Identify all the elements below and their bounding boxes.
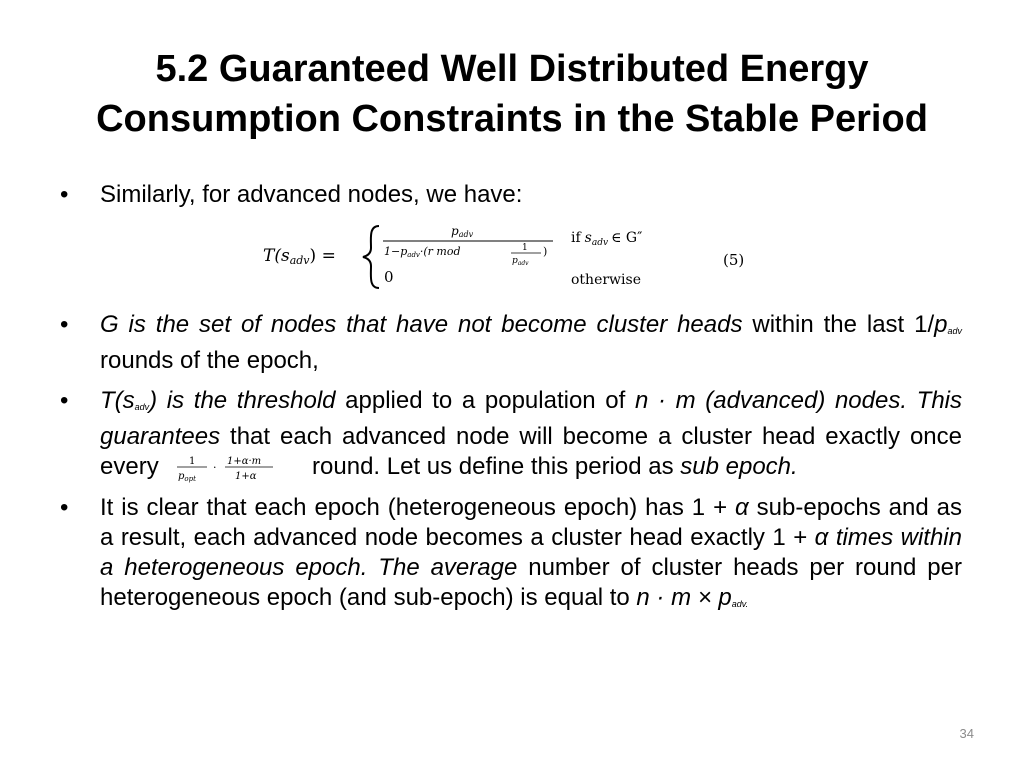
page-number: 34 (959, 726, 974, 741)
threshold-text-1: applied to a population of (335, 387, 635, 414)
set-g-text-2: rounds of the epoch, (100, 347, 319, 374)
threshold-italic-4: sub epoch. (680, 453, 798, 480)
eq-otherwise: otherwise (571, 272, 641, 288)
eq-small-denominator: $p_{adv}$ (512, 256, 529, 267)
threshold-italic-1: T(s (100, 387, 135, 414)
bullet-epoch (60, 493, 962, 619)
bullet-set-g (60, 310, 962, 376)
epoch-text-1: It is clear that each epoch (heterogeneous epoch) has 1 + (100, 493, 736, 521)
eq-condition: if $s_{adv}$ ∈ G″ (571, 230, 643, 248)
epoch-alpha: α (735, 493, 749, 521)
frac2-denominator: 1+α (235, 470, 257, 482)
epoch-sub: adv. (731, 598, 749, 609)
bullet-advanced-nodes (60, 180, 962, 210)
bullet-text: Similarly, for advanced nodes, we have: (100, 181, 523, 208)
inline-fraction-svg (165, 453, 305, 483)
eq-denominator: 1−padv·(r mod (384, 245, 461, 259)
epoch-italic-1: α times within a heterogeneous epoch. The average (100, 523, 962, 581)
title-line-1: 5.2 Guaranteed Well Distributed Energy (155, 48, 869, 90)
eq-small-numerator: 1 (522, 243, 528, 253)
frac1-denominator: $p_{opt}$ (178, 470, 197, 483)
frac2-numerator: 1+α·m (227, 455, 262, 467)
eq-numerator: padv (451, 224, 474, 239)
threshold-text-3: round. Let us define this period as (305, 453, 681, 480)
epoch-italic-2: n · m × p (636, 583, 732, 611)
equation-svg (263, 220, 803, 294)
threshold-italic-3: n · m (advanced) nodes. This guarantees (100, 387, 963, 450)
threshold-equation (100, 210, 962, 296)
curly-brace (363, 226, 379, 288)
bullet-threshold (60, 386, 962, 483)
eq-den-close: ) (543, 245, 548, 258)
threshold-italic-2: ) is the threshold (149, 387, 336, 414)
epoch-text-3: number of cluster heads per round per heterogeneous epoch (and sub-epoch) is equal to (100, 553, 962, 611)
bullet-list (60, 180, 962, 629)
eq-lhs: T(sadv) = (263, 246, 336, 267)
threshold-text-2: that each advanced node will become a cluster head exactly once every (100, 423, 962, 480)
slide-title (40, 44, 984, 144)
frac-dot: · (213, 460, 217, 474)
eq-zero: 0 (384, 268, 394, 286)
title-line-2: Consumption Constraints in the Stable Period (96, 98, 928, 140)
set-g-text-1: within the last 1/ (742, 311, 935, 338)
epoch-text-2: sub-epochs and as a result, each advanced node becomes a cluster head exactly 1 + (100, 493, 962, 551)
threshold-sub: adv (134, 402, 150, 412)
set-g-italic: G is the set of nodes that have not become cluster heads (100, 311, 743, 338)
set-g-p-sub: adv (947, 326, 963, 336)
eq-number: (5) (723, 251, 745, 269)
frac1-numerator: 1 (189, 455, 196, 467)
set-g-p: p (934, 311, 948, 338)
